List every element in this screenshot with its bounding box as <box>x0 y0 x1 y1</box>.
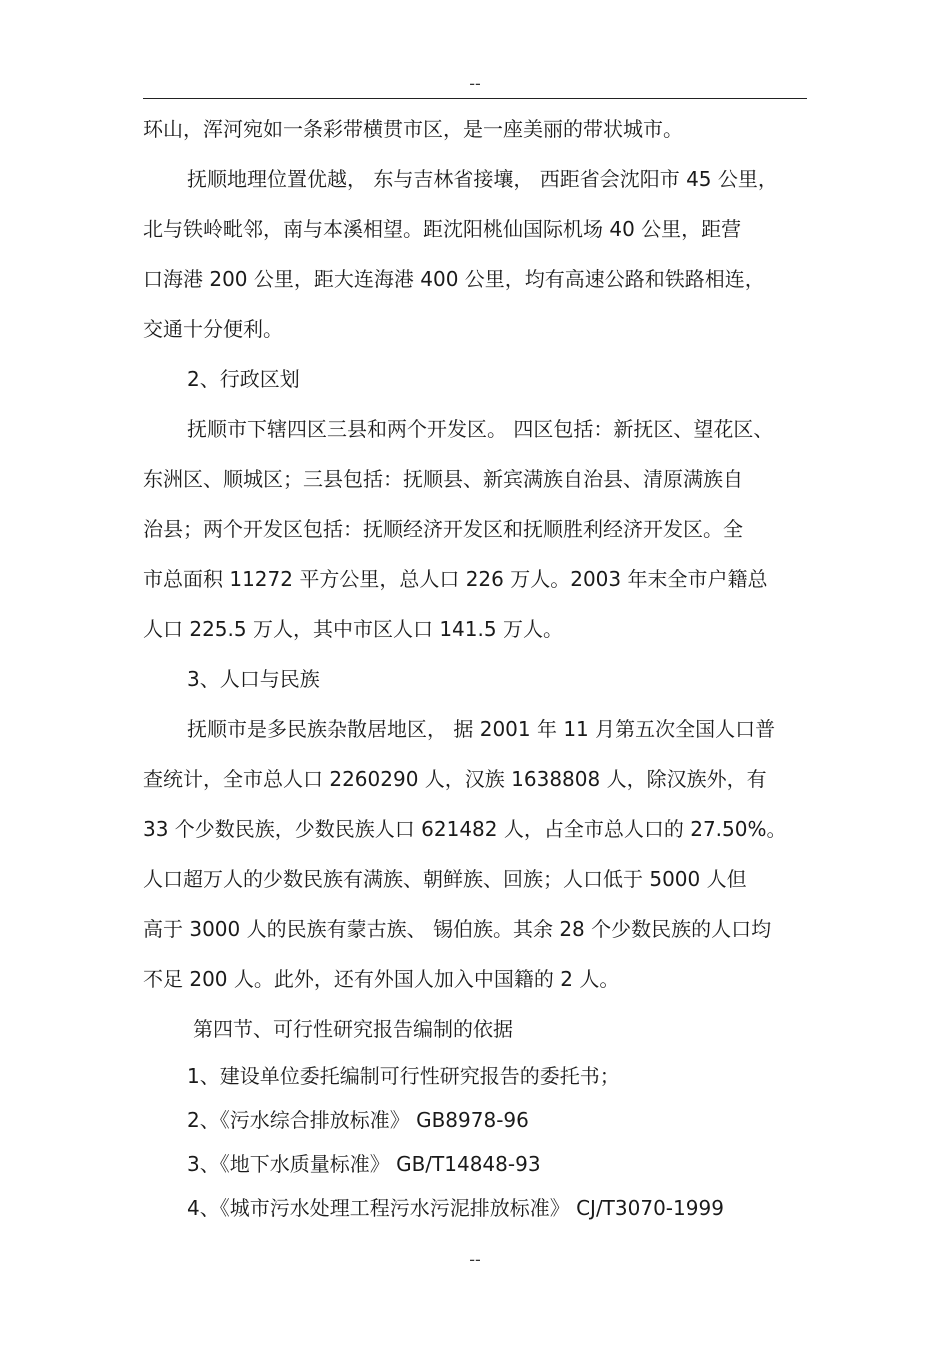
body-line: 不足 200 人。此外，还有外国人加入中国籍的 2 人。 <box>143 967 620 991</box>
list-item: 2、《污水综合排放标准》 GB8978-96 <box>187 1108 529 1132</box>
list-item: 4、《城市污水处理工程污水污泥排放标准》 CJ/T3070-1999 <box>187 1196 724 1220</box>
body-line: 东洲区、顺城区；三县包括：抚顺县、新宾满族自治县、清原满族自 <box>143 467 743 491</box>
list-item: 3、《地下水质量标准》 GB/T14848-93 <box>187 1152 541 1176</box>
list-item: 1、建设单位委托编制可行性研究报告的委托书； <box>187 1064 620 1088</box>
section-title: 第四节、可行性研究报告编制的依据 <box>193 1017 513 1041</box>
section-heading: 3、人口与民族 <box>187 667 320 691</box>
body-line: 33 个少数民族，少数民族人口 621482 人，占全市总人口的 27.50%。 <box>143 817 787 841</box>
header-rule <box>143 98 807 99</box>
body-line: 治县；两个开发区包括：抚顺经济开发区和抚顺胜利经济开发区。全 <box>143 517 743 541</box>
body-line: 北与铁岭毗邻，南与本溪相望。距沈阳桃仙国际机场 40 公里，距营 <box>143 217 742 241</box>
page-footer-mark: -- <box>469 1250 481 1269</box>
section-heading: 2、行政区划 <box>187 367 300 391</box>
body-line: 抚顺地理位置优越， 东与吉林省接壤， 西距省会沈阳市 45 公里， <box>187 167 778 191</box>
body-line: 抚顺市是多民族杂散居地区， 据 2001 年 11 月第五次全国人口普 <box>187 717 776 741</box>
body-line: 抚顺市下辖四区三县和两个开发区。 四区包括：新抚区、望花区、 <box>187 417 774 441</box>
body-line: 环山，浑河宛如一条彩带横贯市区，是一座美丽的带状城市。 <box>143 117 683 141</box>
body-line: 高于 3000 人的民族有蒙古族、 锡伯族。其余 28 个少数民族的人口均 <box>143 917 772 941</box>
page-header-mark: -- <box>469 74 481 93</box>
body-line: 人口超万人的少数民族有满族、朝鲜族、回族；人口低于 5000 人但 <box>143 867 747 891</box>
body-line: 交通十分便利。 <box>143 317 283 341</box>
body-line: 查统计，全市总人口 2260290 人，汉族 1638808 人，除汉族外，有 <box>143 767 767 791</box>
body-line: 人口 225.5 万人，其中市区人口 141.5 万人。 <box>143 617 563 641</box>
body-line: 口海港 200 公里，距大连海港 400 公里，均有高速公路和铁路相连， <box>143 267 765 291</box>
reference-list <box>143 1054 807 1230</box>
document-body <box>143 104 807 1054</box>
body-line: 市总面积 11272 平方公里，总人口 226 万人。2003 年末全市户籍总 <box>143 567 768 591</box>
